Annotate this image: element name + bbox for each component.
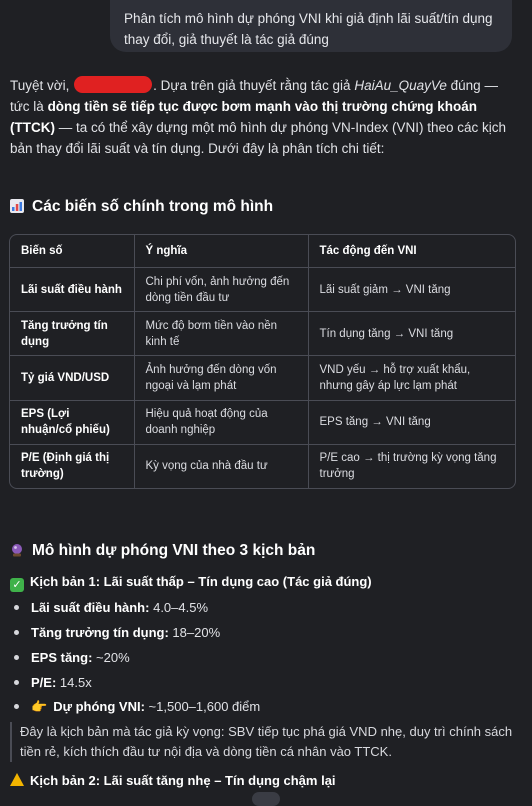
bullet-dot xyxy=(14,630,19,635)
bullet-dot xyxy=(14,605,19,610)
bullet-dot xyxy=(14,655,19,660)
intro-bold: dòng tiền sẽ tiếp tục được bơm mạnh vào thị trường chứng khoán (TTCK) xyxy=(10,99,477,135)
table-cell: Tín dụng tăng → VNI tăng xyxy=(308,312,515,356)
scenario-2-title-text: Kịch bản 2: Lãi suất tăng nhẹ – Tín dụng chậm lại xyxy=(30,773,336,788)
list-item xyxy=(14,697,526,716)
bullet-value: 18–20% xyxy=(172,625,221,640)
bullet-label: P/E: xyxy=(31,675,57,690)
section-title-model: Mô hình dự phóng VNI theo 3 kịch bản xyxy=(32,542,316,559)
warning-icon xyxy=(10,773,24,786)
bullet-value: 14.5x xyxy=(59,675,92,690)
table-header-row xyxy=(10,235,515,268)
redaction-mark xyxy=(74,76,152,93)
table-row xyxy=(10,400,515,444)
pointing-hand-icon: 👉 xyxy=(31,699,48,714)
table-cell: Lãi suất điều hành xyxy=(10,268,134,312)
table-row xyxy=(10,312,515,356)
table-row xyxy=(10,356,515,400)
bullet-label: Dự phóng VNI: xyxy=(53,699,145,714)
table-header-cell: Ý nghĩa xyxy=(134,235,308,268)
bullet-value: ~1,500–1,600 điểm xyxy=(148,699,261,714)
bullet-value: ~20% xyxy=(96,650,130,665)
section-heading-model xyxy=(10,542,315,560)
intro-text-2: Dựa trên giả thuyết rằng tác giả xyxy=(160,78,351,93)
table-cell: Kỳ vọng của nhà đầu tư xyxy=(134,444,308,488)
list-item xyxy=(14,598,526,617)
table-row xyxy=(10,268,515,312)
list-item xyxy=(14,648,526,667)
intro-text-4: — ta có thể xây dựng một mô hình dự phóng VN-Index (VNI) theo các kịch bản thay đổi lãi suất và tín dụng. Dưới đây là phân tích chi tiết: xyxy=(10,120,507,156)
intro-author: HaiAu_QuayVe xyxy=(354,78,447,93)
table-header-cell: Tác động đến VNI xyxy=(308,235,515,268)
bullet-label: Tăng trưởng tín dụng: xyxy=(31,625,169,640)
user-message-bubble xyxy=(110,0,512,52)
crystal-ball-icon xyxy=(10,543,24,557)
scenario-2-title xyxy=(10,771,522,790)
scenario-1-title xyxy=(10,572,522,592)
bullet-value: 4.0–4.5% xyxy=(153,600,209,615)
section-heading-variables xyxy=(10,198,273,216)
list-item xyxy=(14,623,526,642)
scenario-1-title-text: Kịch bản 1: Lãi suất thấp – Tín dụng cao (Tác giả đúng) xyxy=(30,574,372,589)
bar-chart-icon xyxy=(10,199,24,213)
table-cell: Chi phí vốn, ảnh hưởng đến dòng tiền đầu tư xyxy=(134,268,308,312)
section-title-variables: Các biến số chính trong mô hình xyxy=(32,198,274,215)
bullet-label: EPS tăng: xyxy=(31,650,93,665)
table-cell: Lãi suất giảm → VNI tăng xyxy=(308,268,515,312)
table-cell: P/E (Định giá thị trường) xyxy=(10,444,134,488)
table-cell: Tỷ giá VND/USD xyxy=(10,356,134,400)
variables-table xyxy=(9,234,516,489)
assistant-intro: Tuyệt vời, . Dựa trên giả thuyết rằng tác giả HaiAu_QuayVe đúng — tức là dòng tiền sẽ tiếp tục được bơm mạnh vào thị trường chứng khoán (TTCK) — ta có thể xây dựng một mô hình dự phóng VN-Index (VNI) theo các kịch bản thay đổi lãi suất và tín dụng. Dưới đây là phân tích chi tiết: xyxy=(10,78,507,156)
scroll-down-button[interactable] xyxy=(252,792,280,806)
user-message-text: Phân tích mô hình dự phóng VNI khi giả định lãi suất/tín dụng thay đổi, giả thuyết là tác giả đúng xyxy=(124,11,493,47)
table-row xyxy=(10,444,515,488)
check-icon: ✓ xyxy=(10,578,24,592)
table-cell: Mức độ bơm tiền vào nền kinh tế xyxy=(134,312,308,356)
table-header-cell: Biến số xyxy=(10,235,134,268)
table-cell: P/E cao → thị trường kỳ vọng tăng trưởng xyxy=(319,452,497,481)
intro-text-1: Tuyệt vời, xyxy=(10,78,70,93)
intro-text-3: đúng — tức là xyxy=(10,78,498,114)
table-cell: Ảnh hưởng đến dòng vốn ngoại và lạm phát xyxy=(134,356,308,400)
bullet-dot xyxy=(14,704,19,709)
bullet-label: Lãi suất điều hành: xyxy=(31,600,150,615)
table-cell: VND yếu → hỗ trợ xuất khẩu, nhưng gây áp lực lạm phát xyxy=(308,356,515,400)
bullet-dot xyxy=(14,680,19,685)
scenario-1-note: Đây là kịch bản mà tác giả kỳ vọng: SBV tiếp tục phá giá VND nhẹ, duy trì chính sách tiền rẻ, kích thích đầu tư nội địa và dòng tiền cá nhân vào TTCK. xyxy=(10,722,522,762)
table-cell: EPS tăng → VNI tăng xyxy=(308,400,515,444)
list-item xyxy=(14,673,526,692)
table-cell: EPS (Lợi nhuận/cổ phiếu) xyxy=(10,400,134,444)
table-cell: Hiệu quả hoạt động của doanh nghiệp xyxy=(134,400,308,444)
table-cell: Tăng trưởng tín dụng xyxy=(10,312,134,356)
